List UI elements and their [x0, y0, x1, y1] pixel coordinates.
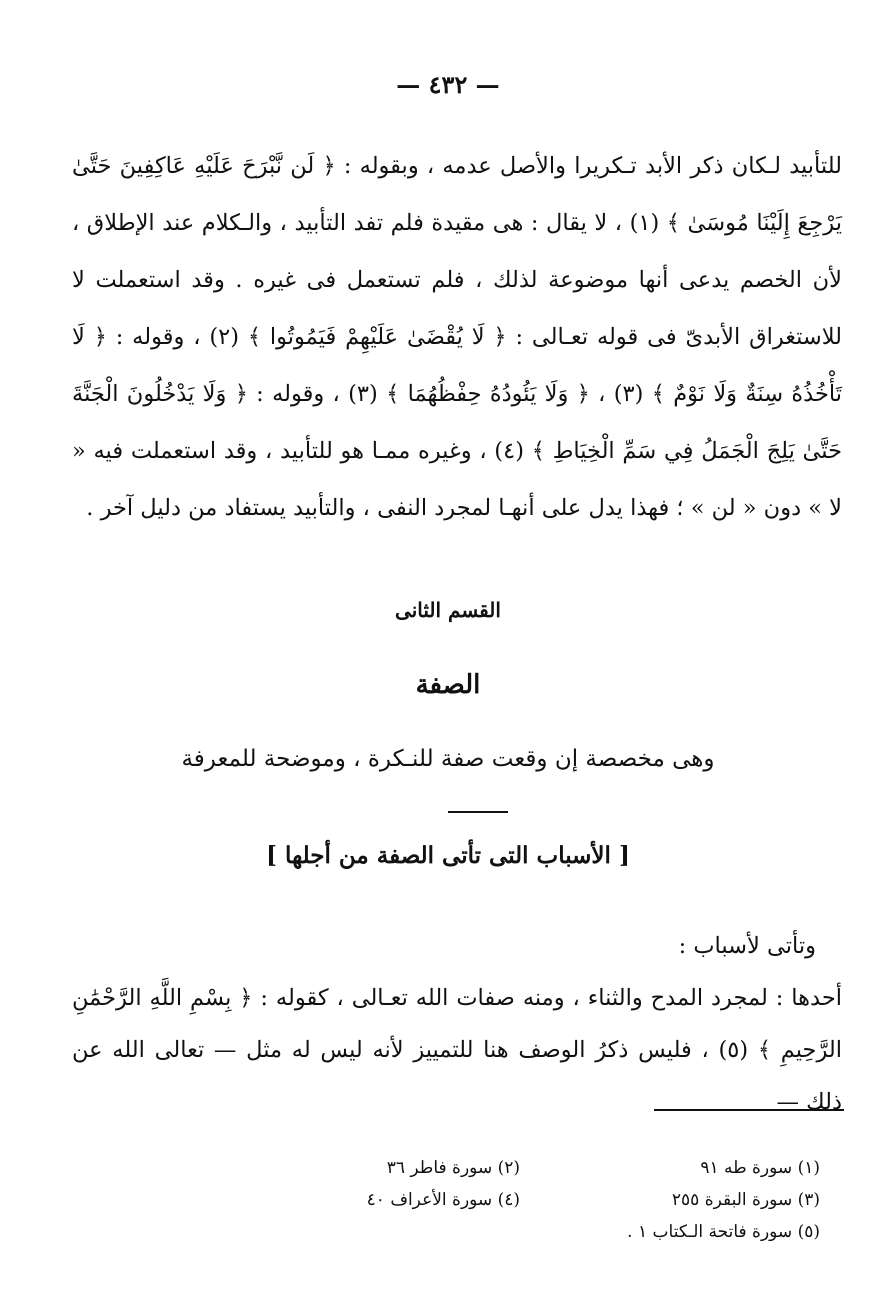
footnote-row: [220, 1152, 820, 1184]
section-definition: وهى مخصصة إن وقعت صفة للنـكرة ، وموضحة للمعرفة: [181, 746, 715, 772]
footnote-3: (٣) سورة البقرة ٢٥٥: [671, 1190, 820, 1210]
footnote-1: (١) سورة طه ٩١: [700, 1158, 820, 1178]
footnote-5: (٥) سورة فاتحة الـكتاب ١ .: [627, 1222, 820, 1242]
footnote-row: [220, 1184, 820, 1216]
page-number: — ٤٣٢ —: [396, 70, 500, 99]
body-paragraph: للتأبيد لـكان ذكر الأبد تـكريرا والأصل عدمه ، وبقوله : ﴿ لَن نَّبْرَحَ عَلَيْهِ عَاكِفِينَ حَتَّىٰ يَرْجِعَ إِلَيْنَا مُوسَىٰ ﴾ (١) ، لا يقال : هى مقيدة فلم تفد التأبيد ، والـكلام عند الإطلاق ، لأن الخصم يدعى أنها موضوعة لذلك ، فلم تستعمل فى غيره . وقد استعملت لا للاستغراق الأبدىّ فى قوله تعـالى : ﴿ لَا يُقْضَىٰ عَلَيْهِمْ فَيَمُوتُوا ﴾ (٢) ، وقوله : ﴿ لَا تَأْخُذُهُ سِنَةٌ وَلَا نَوْمٌ ﴾ (٣) ، ﴿ وَلَا يَئُودُهُ حِفْظُهُمَا ﴾ (٣) ، وقوله : ﴿ وَلَا يَدْخُلُونَ الْجَنَّةَ حَتَّىٰ يَلِجَ الْجَمَلُ فِي سَمِّ الْخِيَاطِ ﴾ (٤) ، وغيره ممـا هو للتأبيد ، وقد استعملت فيه « لا » دون « لن » ؛ فهذا يدل على أنهـا لمجرد النفى ، والتأبيد يستفاد من دليل آخر .: [72, 153, 843, 521]
footnote-2: (٢) سورة فاطر ٣٦: [386, 1158, 520, 1178]
body-paragraph-container: [72, 138, 842, 537]
footnotes: [220, 1152, 820, 1248]
section-title: الصفة: [415, 670, 481, 700]
reasons-container: [72, 920, 842, 1128]
footnote-4: (٤) سورة الأعراف ٤٠: [366, 1190, 520, 1210]
subsection-heading: [ الأسباب التى تأتى الصفة من أجلها ]: [266, 842, 630, 869]
reasons-intro: وتأتى لأسباب :: [678, 933, 816, 959]
center-divider: [448, 811, 508, 813]
reason-one-paragraph: أحدها : لمجرد المدح والثناء ، ومنه صفات الله تعـالى ، كقوله : ﴿ بِسْمِ اللَّهِ الرَّحْمَٰنِ الرَّحِيمِ ﴾ (٥) ، فليس ذكرُ الوصف هنا للتمييز لأنه ليس له مثل — تعالى الله عن ذلك —: [72, 985, 842, 1115]
footnote-row: [220, 1216, 820, 1248]
section-label: القسم الثانى: [395, 598, 501, 622]
footnote-divider: [654, 1109, 844, 1111]
